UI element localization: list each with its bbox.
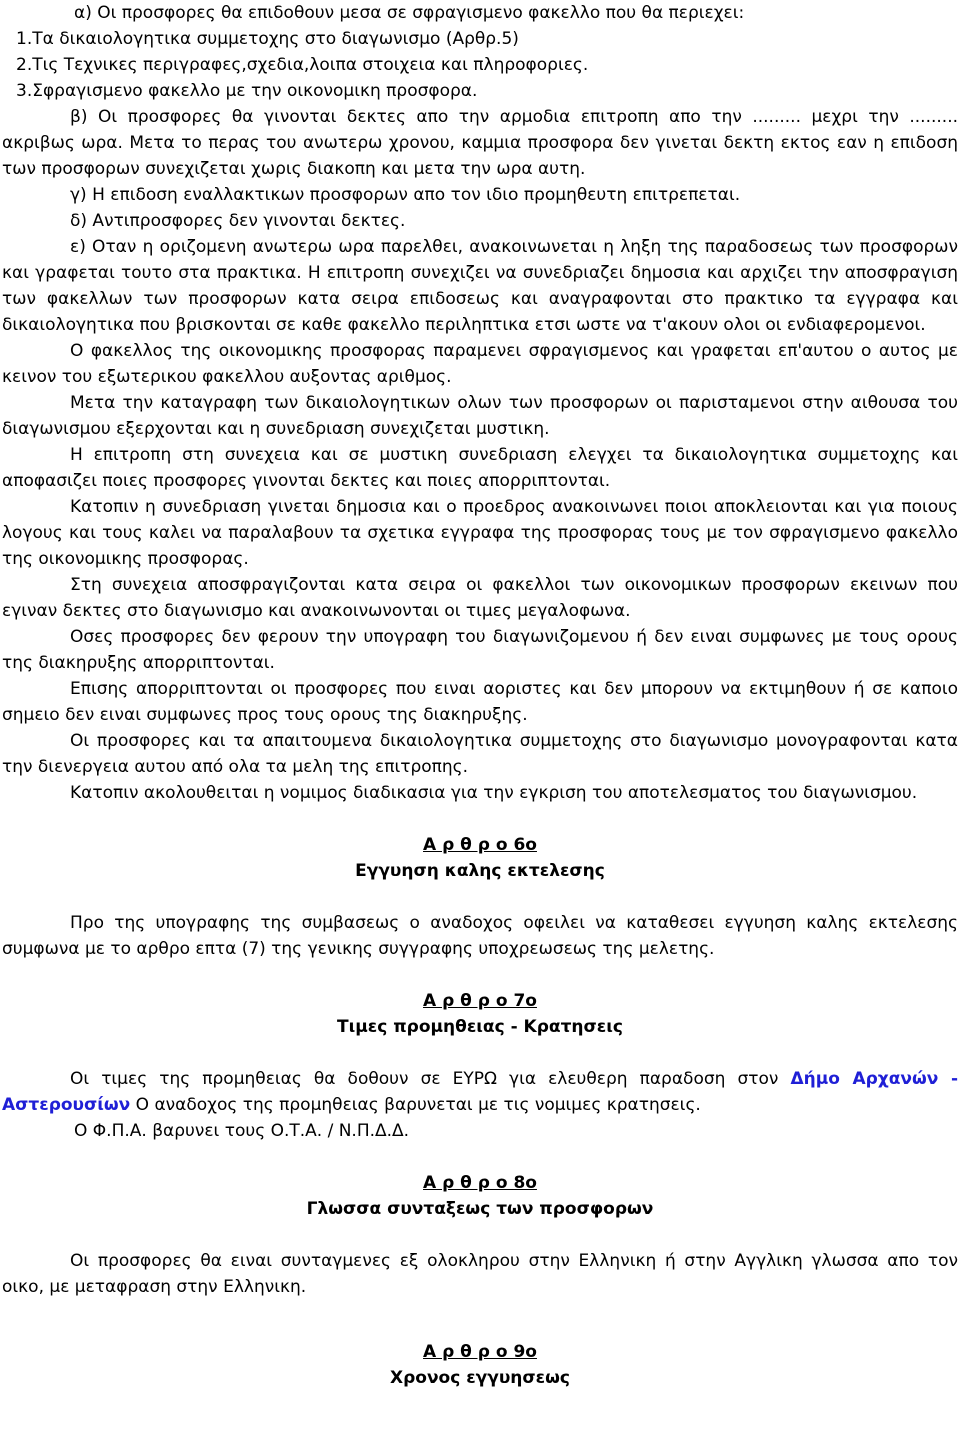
article-7-title: Τιμες προμηθειας - Κρατησεις	[337, 1017, 623, 1037]
list-intro: α) Οι προσφορες θα επιδοθουν μεσα σε σφραγισμενο φακελλο που θα περιεχει:	[74, 3, 745, 23]
vat-line: Ο Φ.Π.Α. βαρυνει τους Ο.Τ.Α. / Ν.Π.Δ.Δ.	[74, 1121, 410, 1141]
article-6-number: Α ρ θ ρ ο 6ο	[423, 835, 537, 855]
article-7-number: Α ρ θ ρ ο 7ο	[423, 991, 537, 1011]
article-9-title: Χρονος εγγυησεως	[390, 1368, 570, 1388]
article-7-body-before: Οι τιμες της προμηθειας θα δοθουν σε ΕΥΡΩ για ελευθερη παραδοση στον	[70, 1069, 791, 1089]
article-9-number: Α ρ θ ρ ο 9ο	[423, 1342, 537, 1362]
article-7-body-after: Ο αναδοχος της προμηθειας βαρυνεται με τις νομιμες κρατησεις.	[130, 1095, 701, 1115]
spacer	[2, 884, 958, 910]
list-item: 3.Σφραγισμενο φακελλο με την οικονομικη προσφορα.	[16, 81, 478, 101]
article-7-body	[2, 1066, 958, 1118]
paragraph-b: β) Οι προσφορες θα γινονται δεκτες απο την αρμοδια επιτροπη απο την ......... μεχρι την ......... ακριβως ωρα. Μετα το περας του ανωτερω χρονου, καμμια προσφορα δεν γινεται δεκτη εκτος εαν η επιδοση των προσφορων συνεχιζεται χωρις διακοπη και μετα την ωρα αυτη.	[2, 107, 958, 179]
paragraph: Η επιτροπη στη συνεχεια και σε μυστικη συνεδριαση ελεγχει τα δικαιολογητικα συμμετοχης και αποφασιζει ποιες προσφορες γινονται δεκτες και ποιες απορριπτονται.	[2, 445, 958, 491]
spacer	[2, 1040, 958, 1066]
article-8-body: Οι προσφορες θα ειναι συνταγμενες εξ ολοκληρου στην Ελληνικη ή στην Αγγλικη γλωσσα απο τον οικο, με μεταφραση στην Ελληνικη.	[2, 1251, 958, 1297]
paragraph: Ο φακελλος της οικονομικης προσφορας παραμενει σφραγισμενος και γραφεται επ'αυτου ο αυτος με κεινον του εξωτερικου φακελλου αυξοντας αριθμος.	[2, 341, 958, 387]
paragraph: Στη συνεχεια αποσφραγιζονται κατα σειρα οι φακελλοι των οικονομικων προσφορων εκεινων που εγιναν δεκτες στο διαγωνισμο και ανακοινωνονται οι τιμες μεγαλοφωνα.	[2, 575, 958, 621]
paragraph: Κατοπιν η συνεδριαση γινεται δημοσια και ο προεδρος ανακοινωνει ποιοι αποκλειονται και για ποιους λογους και τους καλει να παραλαβουν τα σχετικα εγγραφα της προσφορας τους με τον σφραγισμενο φακελλο της οικονομικης προσφορας.	[2, 497, 958, 569]
municipality-name: Δήμο Αρχανών - Αστερουσίων	[2, 1069, 959, 1115]
article-8-title: Γλωσσα συνταξεως των προσφορων	[306, 1199, 654, 1219]
article-6-body: Προ της υπογραφης της συμβασεως ο αναδοχος οφειλει να καταθεσει εγγυηση καλης εκτελεσης συμφωνα με το αρθρο επτα (7) της γενικης συγγραφης υποχρεωσεως της μελετης.	[2, 913, 958, 959]
paragraph: Επισης απορριπτονται οι προσφορες που ειναι αοριστες και δεν μπορουν να εκτιμηθουν ή σε καποιο σημειο δεν ειναι συμφωνες προς τους ορους της διακηρυξης.	[2, 679, 958, 725]
article-8-number: Α ρ θ ρ ο 8ο	[423, 1173, 537, 1193]
paragraph: Κατοπιν ακολουθειται η νομιμος διαδικασια για την εγκριση του αποτελεσματος του διαγωνισμου.	[70, 783, 918, 803]
spacer	[2, 1222, 958, 1248]
list-item: 2.Τις Τεχνικες περιγραφες,σχεδια,λοιπα στοιχεια και πληροφοριες.	[16, 55, 589, 75]
paragraph-d: δ) Αντιπροσφορες δεν γινονται δεκτες.	[70, 211, 406, 231]
article-6-title: Εγγυηση καλης εκτελεσης	[355, 861, 605, 881]
paragraph-c: γ) Η επιδοση εναλλακτικων προσφορων απο τον ιδιο προμηθευτη επιτρεπεται.	[70, 185, 741, 205]
paragraph: Μετα την καταγραφη των δικαιολογητικων ολων των προσφορων οι παρισταμενοι στην αιθουσα του διαγωνισμου εξερχονται και η συνεδριαση συνεχιζεται μυστικη.	[2, 393, 958, 439]
paragraph-e: ε) Οταν η οριζομενη ανωτερω ωρα παρελθει, ανακοινωνεται η ληξη της παραδοσεως των προσφορων και γραφεται τουτο στα πρακτικα. Η επιτροπη συνεχιζει να συνεδριαζει δημοσια και αρχιζει την αποσφραγιση των φακελλων των προσφορων κατα σειρα επιδοσεως και αναγραφονται στο πρακτικο τα εγγραφα και δικαιολογητικα που βρισκονται σε καθε φακελλο περιληπτικα ετσι ωστε να τ'ακουν ολοι οι ενδιαφερομενοι.	[2, 237, 958, 335]
paragraph: Οσες προσφορες δεν φερουν την υπογραφη του διαγωνιζομενου ή δεν ειναι συμφωνες με τους ορους της διακηρυξης απορριπτονται.	[2, 627, 958, 673]
paragraph: Οι προσφορες και τα απαιτουμενα δικαιολογητικα συμμετοχης στο διαγωνισμο μονογραφονται κατα την διενεργεια αυτου από ολα τα μελη της επιτροπης.	[2, 731, 958, 777]
list-item: 1.Τα δικαιολογητικα συμμετοχης στο διαγωνισμο (Αρθρ.5)	[16, 29, 519, 49]
